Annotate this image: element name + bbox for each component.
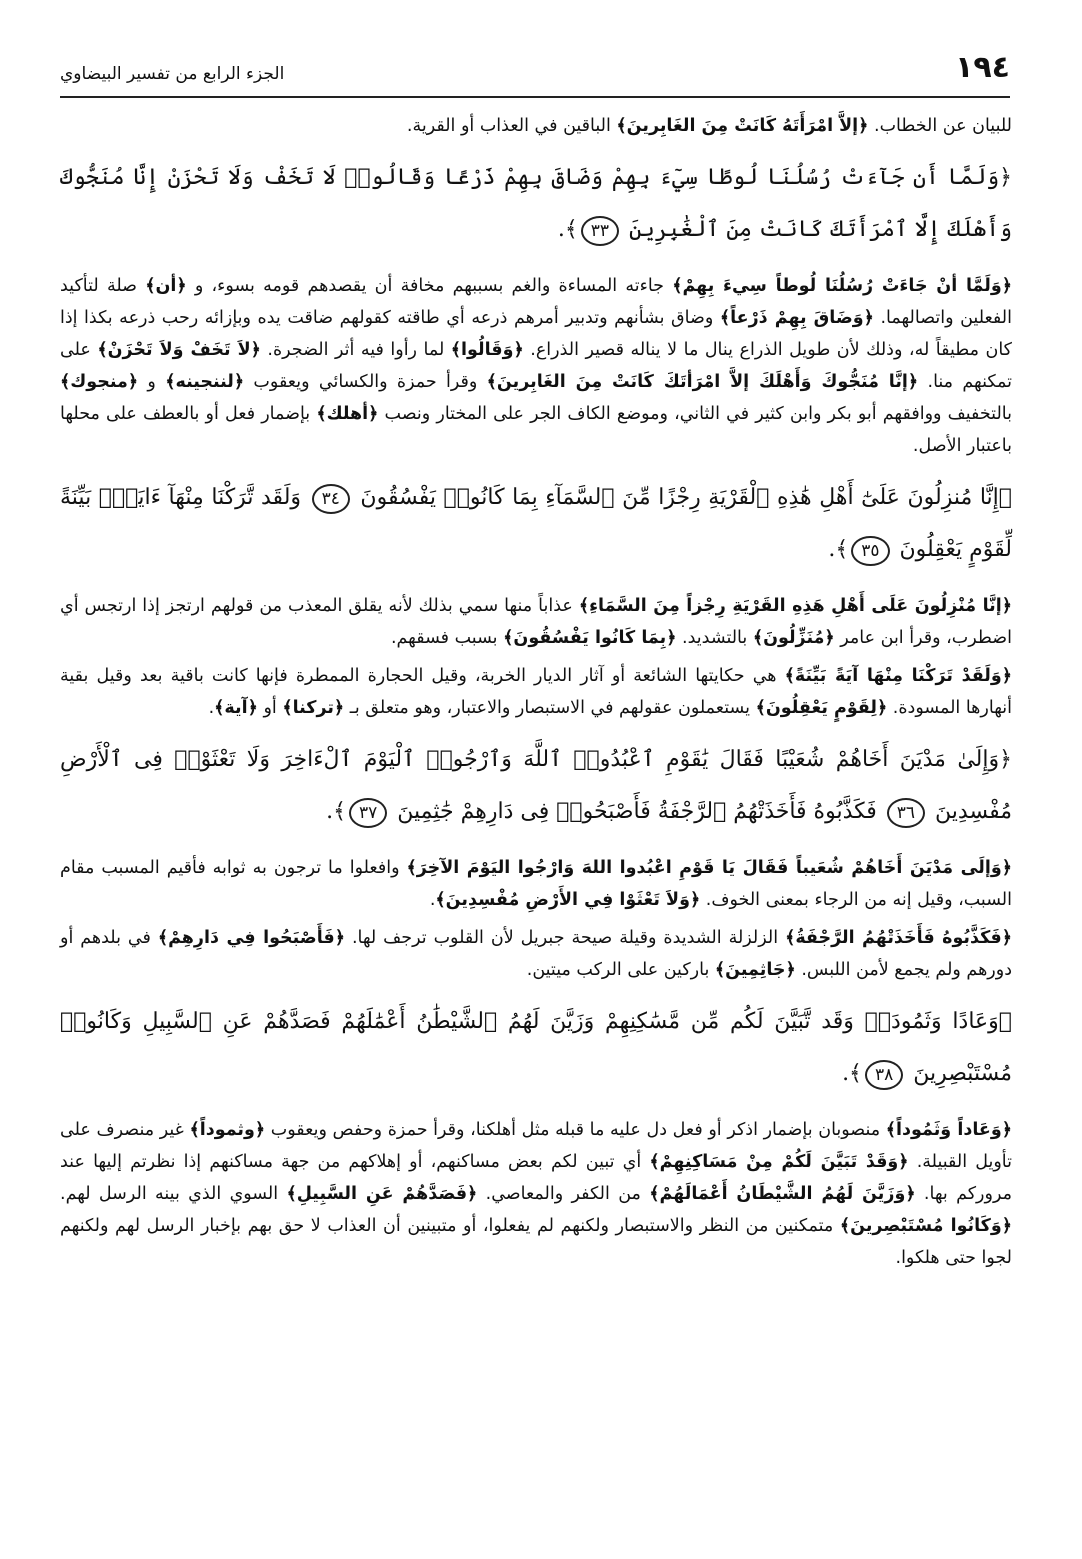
text-run: ﴿وَإِلَىٰ مَدْيَنَ أَخَاهُمْ شُعَيْبًا فَقَالَ يَٰقَوْمِ ٱعْبُدُوا۟ ٱللَّهَ وَٱرْجُوا۟ ٱلْيَوْمَ ٱلْءَاخِرَ وَلَا تَعْثَوْا۟ فِى ٱلْأَرْضِ مُفْسِدِينَ (60, 747, 1012, 824)
text-run: الباقين في العذاب أو القرية. (406, 116, 617, 136)
text-run: فَكَذَّبُوهُ فَأَخَذَتْهُمُ ٱلرَّجْفَةُ فَأَصْبَحُوا۟ فِى دَارِهِمْ جَٰثِمِينَ (390, 799, 884, 824)
text-run: باركين على الركب ميتين. (526, 960, 715, 980)
commentary-paragraph (60, 270, 1012, 462)
quoted-phrase: ﴿إنَّا مُنْزِلُونَ عَلَى أَهْلِ هَذِهِ القَرْيَةِ رِجْزاً مِنَ السَّمَاءِ﴾ (578, 596, 1012, 616)
text-run: من الكفر والمعاصي. (477, 1184, 650, 1204)
text-run: في بلدهم أو دورهم ولم يجمع لأمن اللبس. (60, 928, 1012, 980)
quran-verse-block (60, 996, 1012, 1100)
quoted-phrase: ﴿إنَّا مُنَجُّوكَ وَأَهْلَكَ إلاَّ امْرَأتَكَ كَانَتْ مِنَ الغَابِرينَ﴾ (486, 372, 919, 392)
commentary-paragraph (60, 590, 1012, 654)
ayah-number-marker: ٣٧ (349, 798, 387, 828)
quoted-phrase: ﴿فَكَذَّبُوهُ فَأَخَذَتْهُمُ الرَّجْفَةُ﴾ (785, 928, 1012, 948)
text-run: . (429, 890, 436, 910)
quoted-phrase: ﴿وَعَاداً وَثَمُوداً﴾ (885, 1120, 1012, 1140)
text-run: هي حكايتها الشائعة أو آثار الديار الخربة، وقيل الحجارة الممطرة فإنها كانت باقية بعد وقيل بقية أنهارها المسودة. (60, 666, 1012, 718)
text-run: وقرأ حمزة والكسائي ويعقوب (244, 372, 487, 392)
quoted-phrase: ﴿وَزَيَّنَ لَهُمُ الشَّيْطَانُ أَعْمَالَهُمْ﴾ (649, 1184, 916, 1204)
commentary-paragraph (60, 852, 1012, 916)
quoted-phrase: ﴿وَضَاقَ بِهِمْ ذَرْعاً﴾ (719, 308, 874, 328)
text-run: ﴿وَعَادًا وَثَمُودَا۟ وَقَد تَّبَيَّنَ لَكُم مِّن مَّسَٰكِنِهِمْ وَزَيَّنَ لَهُمُ ٱلشَّيْطَٰنُ أَعْمَٰلَهُمْ فَصَدَّهُمْ عَنِ ٱلسَّبِيلِ وَكَانُوا۟ مُسْتَبْصِرِينَ (60, 1009, 1012, 1086)
quoted-phrase: ﴿آية﴾ (214, 698, 258, 718)
text-run: بالتشديد. (676, 628, 753, 648)
quoted-phrase: ﴿وَقَالُوا﴾ (450, 340, 524, 360)
text-run: بسبب فسقهم. (390, 628, 504, 648)
text-run: ﴿إِنَّا مُنزِلُونَ عَلَىٰٓ أَهْلِ هَٰذِهِ ٱلْقَرْيَةِ رِجْزًا مِّنَ ٱلسَّمَآءِ بِمَا كَانُوا۟ يَفْسُقُونَ (352, 485, 1012, 510)
text-run: غير منصرف على تأويل القبيلة. (60, 1120, 1012, 1172)
quoted-phrase: ﴿مُنَزِّلُونَ﴾ (752, 628, 835, 648)
quoted-phrase: ﴿وَقَدْ تَبَيَّنَ لَكُمْ مِنْ مَسَاكِنِهِمْ﴾ (649, 1152, 909, 1172)
text-run: ﴾. (828, 537, 849, 562)
quoted-phrase: ﴿وَكَانُوا مُسْتَبْصِرينَ﴾ (839, 1216, 1012, 1236)
quoted-phrase: ﴿فَصَدَّهُمْ عَنِ السَّبِيلِ﴾ (286, 1184, 478, 1204)
text-run: ﴿وَلَمَّا أَن جَآءَتْ رُسُلُنَا لُوطًا سِيٓءَ بِهِمْ وَضَاقَ بِهِمْ ذَرْعًا وَقَالُوا۟ لَا تَخَفْ وَلَا تَحْزَنْ إِنَّا مُنَجُّوكَ وَأَهْلَكَ إِلَّا ٱمْرَأَتَكَ كَانَتْ مِنَ ٱلْغَٰبِرِينَ (60, 165, 1012, 242)
quoted-phrase: ﴿إلاَّ امْرَأَتَهُ كَانَتْ مِنَ الغَابِرينَ﴾ (616, 116, 869, 136)
quoted-phrase: ﴿لِقَوْمٍ يَعْقِلُونَ﴾ (755, 698, 888, 718)
text-run: ﴾. (557, 217, 578, 242)
text-run: صلة لتأكيد الفعلين واتصالهما. (60, 276, 1012, 328)
text-run: ﴾. (326, 799, 347, 824)
ayah-number-marker: ٣٥ (851, 536, 889, 566)
quoted-phrase: ﴿بِمَا كَانُوا يَفْسُقُونَ﴾ (503, 628, 677, 648)
page-body (60, 110, 1012, 1280)
text-run: وضاق بشأنهم وتدبير أمرهم ذرعه أي طاقته كقولهم ضاقت يده وبإزائه رحب ذرعه بكذا إذا كان مطيقاً له، وذلك لأن طويل الذراع ينال ما لا يناله قصير الذراع. (60, 308, 1012, 360)
commentary-paragraph (60, 922, 1012, 986)
quoted-phrase: ﴿وَلَقَدْ تَرَكْنَا مِنْهَا آيَةً بَيِّنَةً﴾ (784, 666, 1012, 686)
text-run: السوي الذي بينه الرسل لهم. (60, 1184, 287, 1204)
page-number: ١٩٤ (955, 50, 1010, 85)
text-run: منصوبان بإضمار اذكر أو فعل دل عليه ما قبله مثل أهلكنا، وقرأ حمزة وحفص ويعقوب (265, 1120, 886, 1140)
quoted-phrase: ﴿منجوك﴾ (60, 372, 139, 392)
quran-verse-block (60, 734, 1012, 838)
text-run: و (138, 372, 166, 392)
quoted-phrase: ﴿لاَ تَخَفْ وَلاَ تَحْزَنْ﴾ (97, 340, 261, 360)
quoted-phrase: ﴿أهلك﴾ (316, 404, 379, 424)
quran-verse-block (60, 152, 1012, 256)
commentary-paragraph (60, 660, 1012, 724)
ayah-number-marker: ٣٦ (887, 798, 925, 828)
ayah-number-marker: ٣٤ (312, 484, 350, 514)
text-run: ﴾. (842, 1061, 862, 1086)
text-run: الزلزلة الشديدة وقيلة صيحة جبريل لأن القلوب ترجف لها. (345, 928, 786, 948)
text-run: لما رأوا فيه أثر الضجرة. (260, 340, 451, 360)
text-run: . (208, 698, 215, 718)
quran-verse-block (60, 472, 1012, 576)
text-run: عذاباً منها سمي بذلك لأنه يقلق المعذب من قولهم ارتجز إذا ارتجس أي اضطرب، وقرأ ابن عامر (60, 596, 1012, 648)
text-run: على تمكنهم منا. (60, 340, 1013, 392)
quoted-phrase: ﴿وَلاَ تَعْثَوْا فِي الأَرْضِ مُفْسِدِينَ﴾ (435, 890, 701, 910)
text-run: بالتخفيف ووافقهم أبو بكر وابن كثير في الثاني، وموضع الكاف الجر على المختار ونصب (378, 404, 1012, 424)
text-run: وَلَقَد تَّرَكْنَا مِنْهَآ ءَايَةًۢ بَيِّنَةً لِّقَوْمٍ يَعْقِلُونَ (60, 485, 1012, 562)
page-header (60, 50, 1010, 98)
quoted-phrase: ﴿جَاثِمِينَ﴾ (714, 960, 796, 980)
text-run: وافعلوا ما ترجون به ثوابه فأقيم المسبب مقام السبب، وقيل إنه من الرجاء بمعنى الخوف. (60, 858, 1012, 910)
commentary-paragraph (60, 110, 1012, 142)
ayah-number-marker: ٣٣ (581, 216, 619, 246)
running-title: الجزء الرابع من تفسير البيضاوي (60, 64, 285, 84)
quoted-phrase: ﴿تركنا﴾ (282, 698, 345, 718)
text-run: أو (257, 698, 283, 718)
quoted-phrase: ﴿وَلَمَّا أنْ جَاءَتْ رُسُلُنَا لُوطاً سِيءَ بِهِمْ﴾ (672, 276, 1012, 296)
text-run: متمكنين من النظر والاستبصار ولكنهم لم يفعلوا، أو متبينين أن العذاب لا حق بهم بإخبار الرسل لهم ولكنهم لجوا حتى هلكوا. (60, 1216, 1012, 1268)
quoted-phrase: ﴿وَإلَى مَدْيَنَ أَخَاهُمْ شُعَيباً فَقَالَ يَا قَوْمِ اعْبُدوا اللهَ وَارْجُوا اليَوْمَ الآخِرَ﴾ (406, 858, 1012, 878)
quoted-phrase: ﴿فَأَصْبَحُوا فِي دَارِهِمْ﴾ (157, 928, 345, 948)
quoted-phrase: ﴿وثموداً﴾ (189, 1120, 266, 1140)
commentary-paragraph (60, 1114, 1012, 1274)
text-run: بإضمار فعل أو بالعطف على محلها باعتبار الأصل. (60, 404, 1012, 456)
ayah-number-marker: ٣٨ (865, 1060, 903, 1090)
text-run: يستعملون عقولهم في الاستبصار والاعتبار، وهو متعلق بـ (344, 698, 756, 718)
text-run: جاءته المساءة والغم بسببهم مخافة أن يقصدهم قومه بسوء، و (186, 276, 673, 296)
quoted-phrase: ﴿أن﴾ (145, 276, 187, 296)
text-run: للبيان عن الخطاب. (868, 116, 1012, 136)
quoted-phrase: ﴿لننجينه﴾ (165, 372, 245, 392)
text-run: أي تبين لكم بعض مساكنهم، أو إهلاكهم من جهة مساكنهم إذا نظرتم إليها عند مروركم بها. (60, 1152, 1012, 1204)
